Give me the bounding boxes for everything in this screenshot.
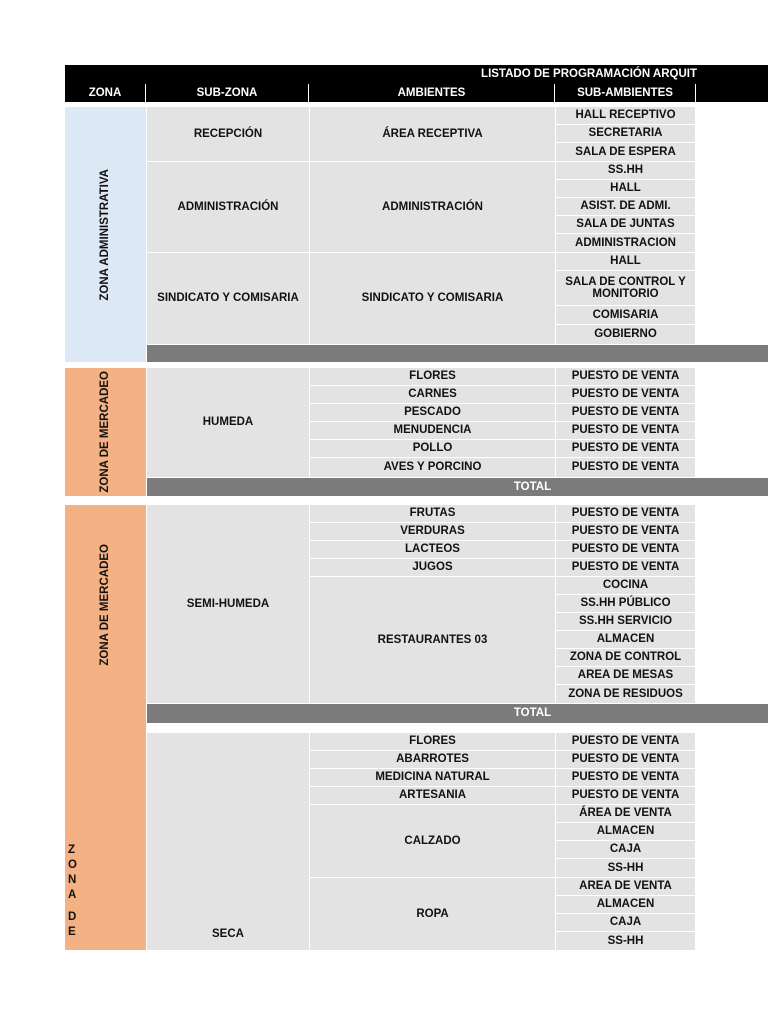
zone-administrativa-label: ZONA ADMINISTRATIVA — [99, 168, 112, 301]
subambiente-item: PUESTO DE VENTA — [556, 541, 695, 558]
total-label: TOTAL — [513, 707, 552, 720]
ambiente-restaurantes: RESTAURANTES 03 — [310, 577, 555, 703]
ambiente-item: FRUTAS — [310, 505, 555, 522]
subambiente-item: PUESTO DE VENTA — [556, 559, 695, 576]
subambiente-item: HALL — [556, 253, 695, 270]
zone-letter: O — [68, 859, 87, 871]
subambiente-item: ZONA DE CONTROL — [556, 649, 695, 666]
ambiente-item: POLLO — [310, 440, 555, 457]
subambiente-item: HALL — [556, 180, 695, 197]
admin-total-bar — [147, 345, 768, 362]
subzona-sindicato: SINDICATO Y COMISARIA — [147, 253, 309, 344]
subambiente-item: AREA DE MESAS — [556, 667, 695, 684]
zone-mercadeo-label: ZONA DE MERCADEO — [99, 371, 112, 493]
zone-letter: D — [68, 911, 87, 923]
subambiente-item: SALA DE ESPERA — [556, 143, 695, 161]
zone-mercadeo-semihumeda-label-wrap — [65, 505, 146, 705]
title-bar — [65, 65, 768, 84]
subambiente-item: PUESTO DE VENTA — [556, 505, 695, 522]
subambiente-item: COMISARIA — [556, 306, 695, 324]
subambiente-item: ADMINISTRACION — [556, 234, 695, 252]
subambiente-item: CAJA — [556, 914, 695, 931]
semihumeda-total-bar — [147, 704, 768, 723]
ambiente-item: FLORES — [310, 368, 555, 385]
ambiente-item: PESCADO — [310, 404, 555, 421]
subambiente-item: PUESTO DE VENTA — [556, 368, 695, 385]
header-subambientes: SUB-AMBIENTES — [555, 84, 696, 102]
ambiente-calzado: CALZADO — [310, 805, 555, 877]
subambiente-item: SS.HH SERVICIO — [556, 613, 695, 630]
subambiente-item: ÁREA DE VENTA — [556, 805, 695, 822]
subambiente-item: GOBIERNO — [556, 325, 695, 344]
ambiente-item: FLORES — [310, 733, 555, 750]
subzona-humeda: HUMEDA — [147, 368, 309, 477]
ambiente-item: LACTEOS — [310, 541, 555, 558]
zone-letter: Z — [68, 844, 86, 856]
subambiente-item: ALMACEN — [556, 631, 695, 648]
subambiente-item: ZONA DE RESIDUOS — [556, 685, 695, 703]
subambiente-item: PUESTO DE VENTA — [556, 386, 695, 403]
subambiente-item: AREA DE VENTA — [556, 878, 695, 895]
header-ambientes: AMBIENTES — [309, 84, 555, 102]
subambiente-item: PUESTO DE VENTA — [556, 769, 695, 786]
zone-mercadeo-label: ZONA DE MERCADEO — [99, 544, 112, 666]
ambiente-item: VERDURAS — [310, 523, 555, 540]
subambiente-item: ALMACEN — [556, 896, 695, 913]
subzona-seca-label: SECA — [212, 927, 244, 940]
subambiente-item: PUESTO DE VENTA — [556, 751, 695, 768]
header-zona: ZONA — [65, 84, 146, 102]
page-title: LISTADO DE PROGRAMACIÓN ARQUIT — [481, 68, 697, 81]
zone-letter: N — [68, 874, 87, 886]
subambiente-item: PUESTO DE VENTA — [556, 523, 695, 540]
header-filler — [696, 84, 768, 102]
ambiente-item: MENUDENCIA — [310, 422, 555, 439]
zone-de-letters-2 — [68, 910, 88, 940]
subambiente-item: PUESTO DE VENTA — [556, 733, 695, 750]
zone-letter: E — [68, 926, 86, 938]
subzona-administracion: ADMINISTRACIÓN — [147, 162, 309, 252]
zone-administrativa — [65, 107, 146, 362]
subambiente-item: SALA DE CONTROL Y MONITORIO — [556, 271, 695, 305]
subambiente-item: COCINA — [556, 577, 695, 594]
subzona-semihumeda: SEMI-HUMEDA — [147, 505, 309, 703]
subambiente-item: SS-HH — [556, 859, 695, 877]
subambiente-item: ASIST. DE ADMI. — [556, 198, 695, 215]
ambiente-ropa: ROPA — [310, 878, 555, 950]
total-label: TOTAL — [513, 480, 552, 493]
subambiente-item: PUESTO DE VENTA — [556, 787, 695, 804]
subambiente-item: PUESTO DE VENTA — [556, 422, 695, 439]
ambiente-item: ARTESANIA — [310, 787, 555, 804]
subambiente-item: PUESTO DE VENTA — [556, 404, 695, 421]
subambiente-item: ALMACEN — [556, 823, 695, 840]
subzona-seca — [147, 733, 309, 950]
ambiente-item: ABARROTES — [310, 751, 555, 768]
zone-letter: A — [68, 889, 87, 901]
ambiente-area-receptiva: ÁREA RECEPTIVA — [310, 107, 555, 161]
ambiente-sindicato: SINDICATO Y COMISARIA — [310, 253, 555, 344]
subambiente-item: SECRETARIA — [556, 125, 695, 142]
subzona-recepcion: RECEPCIÓN — [147, 107, 309, 161]
ambiente-item: CARNES — [310, 386, 555, 403]
humeda-total-bar — [147, 478, 768, 496]
subambiente-item: CAJA — [556, 841, 695, 858]
subambiente-item: SS.HH PÚBLICO — [556, 595, 695, 612]
subambiente-item: HALL RECEPTIVO — [556, 107, 695, 124]
ambiente-administracion: ADMINISTRACIÓN — [310, 162, 555, 252]
header-subzona: SUB-ZONA — [146, 84, 309, 102]
subambiente-item: PUESTO DE VENTA — [556, 458, 695, 477]
ambiente-item: JUGOS — [310, 559, 555, 576]
subambiente-item: SALA DE JUNTAS — [556, 216, 695, 233]
subambiente-item: SS-HH — [556, 932, 695, 950]
zone-mercadeo-humeda — [65, 368, 146, 496]
subambiente-item: PUESTO DE VENTA — [556, 440, 695, 457]
ambiente-item: AVES Y PORCINO — [310, 458, 555, 477]
subambiente-item: SS.HH — [556, 162, 695, 179]
ambiente-item: MEDICINA NATURAL — [310, 769, 555, 786]
